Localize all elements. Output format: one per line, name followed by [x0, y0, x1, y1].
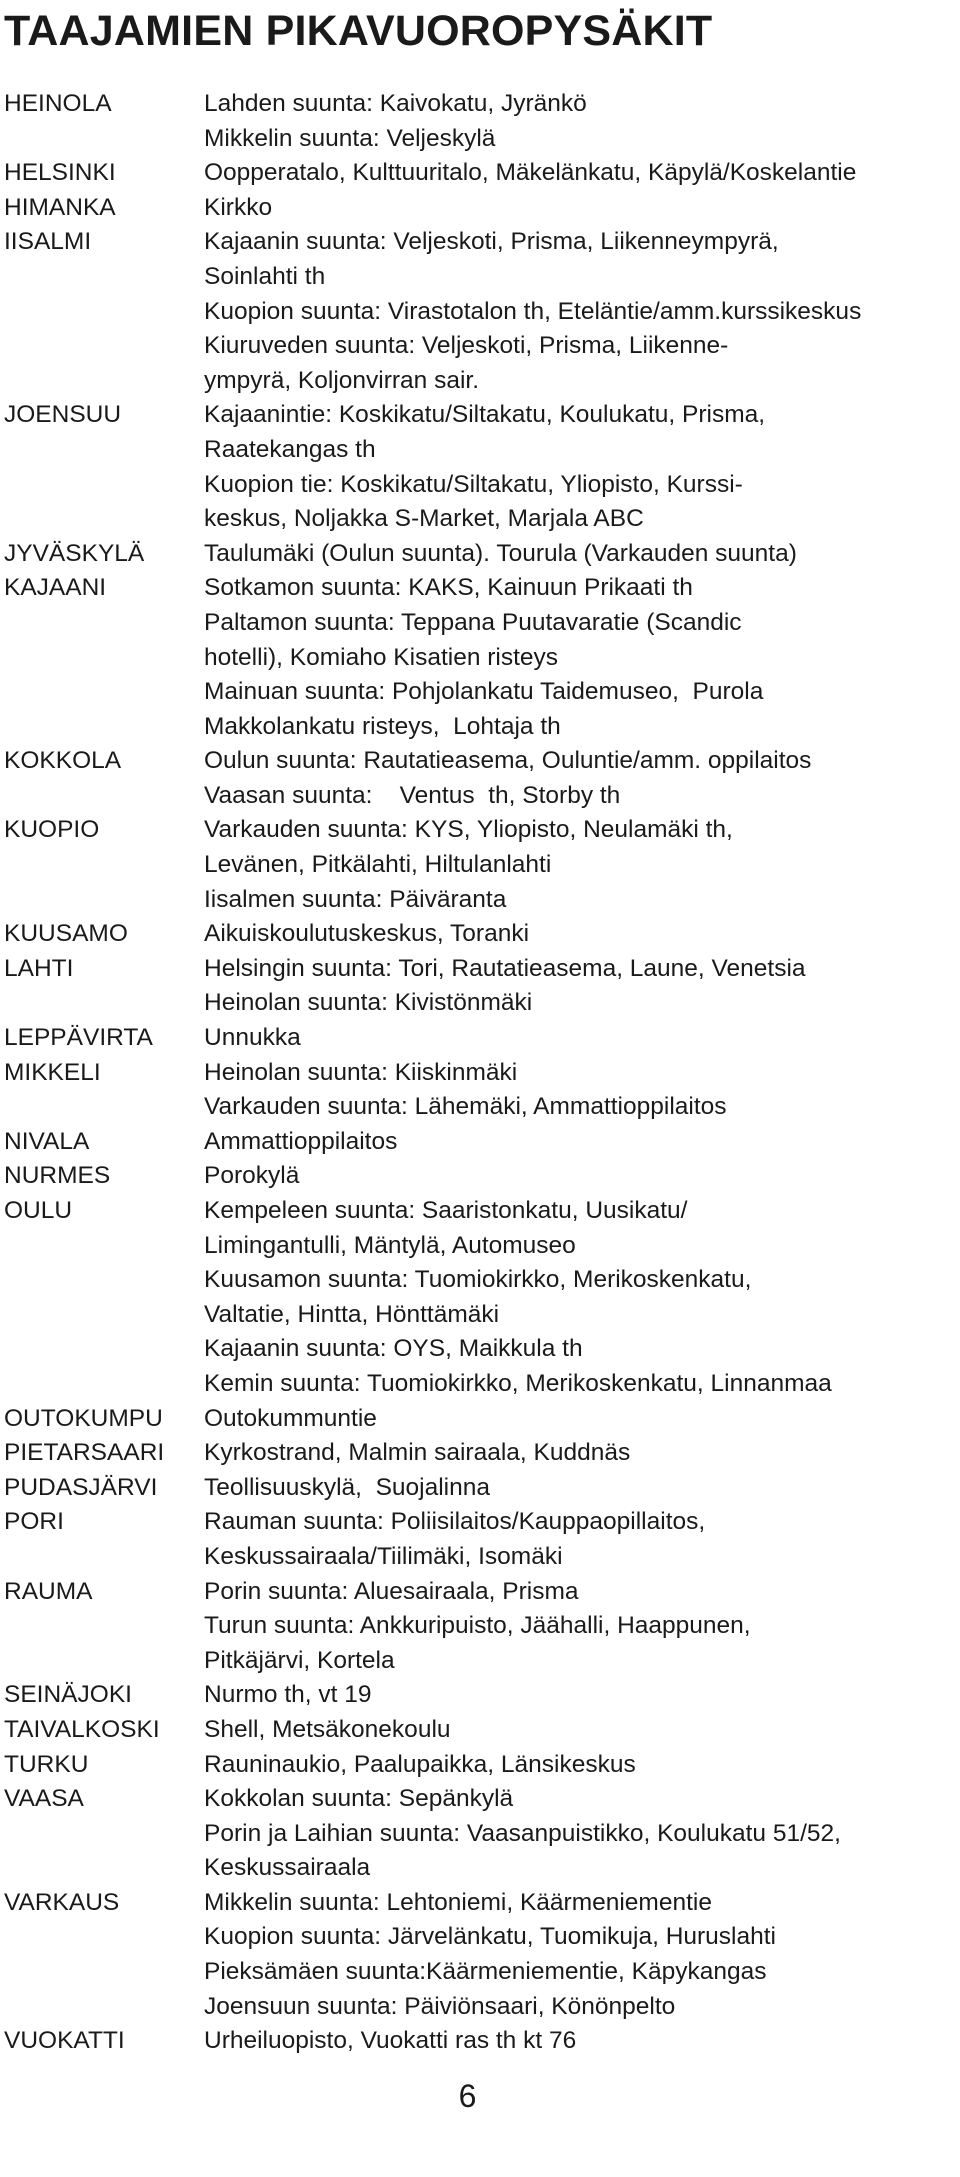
stop-line: Ammattioppilaitos [204, 1127, 398, 1155]
stop-entry [4, 537, 954, 572]
stop-entry [4, 1194, 954, 1402]
stop-line: Levänen, Pitkälahti, Hiltulanlahti [204, 851, 552, 879]
city-name: LEPPÄVIRTA [4, 1024, 153, 1052]
stop-entry [4, 398, 954, 536]
city-name: OULU [4, 1197, 73, 1224]
stop-lines [204, 1125, 954, 1160]
stop-line: Outokummuntie [204, 1404, 377, 1432]
stop-lines [204, 1056, 954, 1125]
stop-line: Valtatie, Hintta, Hönttämäki [204, 1300, 500, 1328]
stop-entry [4, 1471, 954, 1506]
stop-line: Kajaanin suunta: OYS, Maikkula th [204, 1335, 583, 1363]
stop-lines [204, 1678, 954, 1713]
stop-lines [204, 1471, 954, 1506]
city-name: JOENSUU [4, 401, 122, 429]
stop-lines [204, 1159, 954, 1194]
stop-line: Porokylä [204, 1162, 300, 1190]
city-name: KUOPIO [4, 816, 100, 844]
stop-line: Pitkäjärvi, Kortela [204, 1646, 395, 1674]
stop-entry [4, 1782, 954, 1886]
stop-entry [4, 571, 954, 744]
stop-line: Keskussairaala [204, 1854, 371, 1882]
city-name: PIETARSAARI [4, 1439, 165, 1467]
stop-entry [4, 1886, 954, 2024]
stop-entry [4, 1125, 954, 1160]
stop-line: Unnukka [204, 1024, 301, 1052]
stop-line: Rauman suunta: Poliisilaitos/Kauppaopillaitos, [204, 1508, 706, 1536]
stop-entry [4, 1402, 954, 1437]
city-name: IISALMI [4, 228, 92, 256]
stop-line: Rauninaukio, Paalupaikka, Länsikeskus [204, 1750, 636, 1778]
city-name: TURKU [4, 1750, 89, 1778]
stop-lines [204, 1505, 954, 1574]
stop-entry [4, 744, 954, 813]
stop-entry [4, 952, 954, 1021]
stop-line: Kuusamon suunta: Tuomiokirkko, Merikoskenkatu, [204, 1266, 752, 1294]
stop-line: ympyrä, Koljonvirran sair. [204, 366, 480, 394]
city-name: KUUSAMO [4, 920, 128, 948]
stop-line: Kirkko [204, 193, 273, 221]
stop-line: Kemin suunta: Tuomiokirkko, Merikoskenkatu, Linnanmaa [204, 1369, 832, 1397]
stop-lines [204, 952, 954, 1021]
stop-entry [4, 1436, 954, 1471]
stop-lines [204, 1886, 954, 2024]
city-name: PORI [4, 1508, 64, 1536]
stop-line: Mikkelin suunta: Veljeskylä [204, 124, 496, 152]
stop-entry [4, 1505, 954, 1574]
city-name: KAJAANI [4, 574, 107, 602]
stop-lines [204, 191, 954, 226]
page-number: 6 [458, 2078, 477, 2114]
stop-line: Kajaanintie: Koskikatu/Siltakatu, Koulukatu, Prisma, [204, 401, 766, 429]
stop-line: Mainuan suunta: Pohjolankatu Taidemuseo, Purola [204, 678, 764, 706]
stop-lines [204, 917, 954, 952]
stop-line: Kiuruveden suunta: Veljeskoti, Prisma, Liikenne- [204, 332, 729, 360]
stop-lines [204, 1748, 954, 1783]
stop-lines [204, 1402, 954, 1437]
stop-line: Raatekangas th [204, 435, 376, 463]
city-name: LAHTI [4, 954, 74, 982]
stop-line: Joensuun suunta: Päiviönsaari, Könönpelto [204, 1992, 676, 2020]
stop-line: Porin suunta: Aluesairaala, Prisma [204, 1577, 579, 1605]
stop-entry [4, 1678, 954, 1713]
stop-lines [204, 537, 954, 572]
stop-line: Oopperatalo, Kulttuuritalo, Mäkelänkatu, Käpylä/Koskelantie [204, 159, 857, 187]
stop-lines [204, 571, 954, 744]
city-name: HELSINKI [4, 159, 116, 187]
stop-line: Teollisuuskylä, Suojalinna [204, 1473, 490, 1501]
stop-line: Varkauden suunta: KYS, Yliopisto, Neulamäki th, [204, 816, 733, 844]
stop-line: Kuopion suunta: Järvelänkatu, Tuomikuja, Huruslahti [204, 1923, 776, 1951]
stop-lines [204, 1436, 954, 1471]
stop-lines [204, 1575, 954, 1679]
stop-entry [4, 1575, 954, 1679]
city-name: NURMES [4, 1162, 111, 1190]
city-name: VUOKATTI [4, 2027, 125, 2055]
stop-line: Makkolankatu risteys, Lohtaja th [204, 712, 561, 740]
page-title: TAAJAMIEN PIKAVUOROPYSÄKIT [4, 7, 713, 55]
stop-lines [204, 225, 954, 398]
stop-list [4, 87, 954, 2059]
stop-line: Nurmo th, vt 19 [204, 1681, 372, 1709]
stop-entry [4, 1159, 954, 1194]
stop-line: keskus, Noljakka S-Market, Marjala ABC [204, 505, 644, 533]
stop-line: Porin ja Laihian suunta: Vaasanpuistikko, Koulukatu 51/52, [204, 1819, 841, 1847]
stop-line: Keskussairaala/Tiilimäki, Isomäki [204, 1542, 563, 1570]
stop-line: Mikkelin suunta: Lehtoniemi, Käärmeniementie [204, 1888, 712, 1916]
stop-line: Vaasan suunta: Ventus th, Storby th [204, 781, 621, 809]
stop-lines [204, 1021, 954, 1056]
stop-entry [4, 1021, 954, 1056]
stop-line: Oulun suunta: Rautatieasema, Ouluntie/amm. oppilaitos [204, 747, 812, 775]
stop-line: Helsingin suunta: Tori, Rautatieasema, Laune, Venetsia [204, 954, 806, 982]
stop-entry [4, 156, 954, 191]
stop-line: Iisalmen suunta: Päiväranta [204, 885, 507, 913]
city-name: JYVÄSKYLÄ [4, 539, 145, 567]
stop-line: Soinlahti th [204, 262, 326, 290]
city-name: VAASA [4, 1785, 84, 1813]
stop-entry [4, 191, 954, 226]
city-name: TAIVALKOSKI [4, 1715, 160, 1743]
stop-lines [204, 1713, 954, 1748]
city-name: OUTOKUMPU [4, 1404, 163, 1432]
city-name: SEINÄJOKI [4, 1681, 132, 1709]
stop-entry [4, 1056, 954, 1125]
stop-lines [204, 87, 954, 156]
stop-line: Turun suunta: Ankkuripuisto, Jäähalli, Haappunen, [204, 1612, 751, 1640]
stop-lines [204, 813, 954, 917]
city-name: PUDASJÄRVI [4, 1473, 158, 1501]
stop-line: Taulumäki (Oulun suunta). Tourula (Varkauden suunta) [204, 539, 797, 567]
stop-line: Shell, Metsäkonekoulu [204, 1715, 451, 1743]
city-name: VARKAUS [4, 1888, 120, 1916]
city-name: HIMANKA [4, 193, 116, 221]
stop-line: Sotkamon suunta: KAKS, Kainuun Prikaati th [204, 574, 693, 602]
stop-lines [204, 398, 954, 536]
stop-line: Aikuiskoulutuskeskus, Toranki [204, 920, 530, 948]
stop-lines [204, 156, 954, 191]
city-name: MIKKELI [4, 1058, 101, 1086]
stop-line: Kuopion tie: Koskikatu/Siltakatu, Yliopisto, Kurssi- [204, 470, 743, 498]
stop-line: Heinolan suunta: Kiiskinmäki [204, 1058, 518, 1086]
stop-lines [204, 2024, 954, 2059]
stop-entry [4, 2024, 954, 2059]
stop-entry [4, 1748, 954, 1783]
stop-line: Kokkolan suunta: Sepänkylä [204, 1785, 514, 1813]
stop-line: hotelli), Komiaho Kisatien risteys [204, 643, 559, 671]
stop-lines [204, 1782, 954, 1886]
stop-line: Urheiluopisto, Vuokatti ras th kt 76 [204, 2027, 577, 2055]
stop-line: Varkauden suunta: Lähemäki, Ammattioppilaitos [204, 1093, 727, 1121]
stop-line: Paltamon suunta: Teppana Puutavaratie (Scandic [204, 608, 742, 636]
stop-line: Limingantulli, Mäntylä, Automuseo [204, 1231, 576, 1259]
stop-lines [204, 1194, 954, 1402]
stop-line: Pieksämäen suunta:Käärmeniementie, Käpykangas [204, 1958, 767, 1986]
stop-line: Heinolan suunta: Kivistönmäki [204, 989, 533, 1017]
stop-line: Kempeleen suunta: Saaristonkatu, Uusikatu/ [204, 1197, 688, 1224]
stop-entry [4, 813, 954, 917]
stop-entry [4, 917, 954, 952]
stop-entry [4, 87, 954, 156]
city-name: RAUMA [4, 1577, 93, 1605]
stop-line: Lahden suunta: Kaivokatu, Jyränkö [204, 90, 587, 117]
stop-line: Kyrkostrand, Malmin sairaala, Kuddnäs [204, 1439, 631, 1467]
stop-lines [204, 744, 954, 813]
stop-line: Kuopion suunta: Virastotalon th, Eteläntie/amm.kurssikeskus [204, 297, 862, 325]
stop-entry [4, 1713, 954, 1748]
stop-line: Kajaanin suunta: Veljeskoti, Prisma, Liikenneympyrä, [204, 228, 779, 256]
stop-entry [4, 225, 954, 398]
city-name: KOKKOLA [4, 747, 122, 775]
city-name: NIVALA [4, 1127, 90, 1155]
city-name: HEINOLA [4, 90, 112, 117]
